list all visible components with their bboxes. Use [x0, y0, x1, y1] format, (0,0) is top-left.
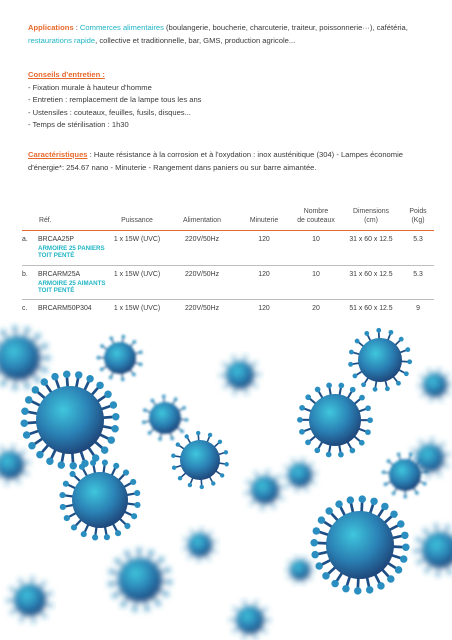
row-letter: c.	[22, 305, 28, 312]
row-puissance: 1 x 15W (UVC)	[113, 305, 161, 312]
caracteristiques-line-1: : Haute résistance à la corrosion et à l'oxydation : inox austénitique (304) - Lampes économie	[87, 150, 404, 159]
applications-section	[28, 22, 433, 47]
virus-cluster-icon	[0, 300, 452, 640]
row-poids: 9	[416, 305, 420, 312]
entretien-label: Conseils d'entretien :	[28, 70, 105, 79]
caracteristiques-section	[28, 149, 433, 174]
row-minuterie: 120	[258, 236, 270, 243]
row-minuterie: 120	[258, 270, 270, 278]
row-dimensions: 51 x 60 x 12.5	[349, 305, 393, 312]
row-minuterie: 120	[258, 305, 270, 312]
virus-particle-icon	[230, 600, 271, 639]
row-nombre: 20	[312, 305, 320, 312]
row-poids: 5.3	[413, 236, 423, 243]
applications-text-2: , collective et traditionnelle, bar, GMS, production agricole...	[95, 35, 296, 45]
virus-particle-icon	[414, 524, 452, 576]
header-alimentation: Alimentation	[183, 217, 221, 224]
row-ref: BRCAA25P ARMOIRE 25 PANIERS TOIT PENTÉ	[38, 236, 105, 259]
product-table	[22, 207, 434, 312]
row-subtitle: ARMOIRE 25 AIMANTS TOIT PENTÉ	[38, 279, 106, 294]
header-dimensions: Dimensions (cm)	[353, 208, 389, 224]
virus-particle-icon	[97, 335, 143, 381]
header-poids: Poids (Kg)	[409, 208, 427, 224]
table-header-row	[22, 207, 434, 231]
row-dimensions: 31 x 60 x 12.5	[349, 270, 393, 278]
row-dimensions: 31 x 60 x 12.5	[349, 236, 393, 243]
applications-highlight-2: restaurations rapide	[28, 35, 96, 45]
entretien-item: - Temps de stérilisation : 1h30	[28, 120, 129, 130]
virus-particle-icon	[418, 368, 452, 402]
table-row	[22, 231, 434, 259]
entretien-item: - Ustensiles : couteaux, feuilles, fusils, disques...	[28, 107, 191, 117]
row-nombre: 10	[312, 270, 320, 278]
entretien-section	[28, 69, 433, 132]
virus-particle-icon	[0, 445, 30, 485]
row-alimentation: 220V/50Hz	[184, 236, 220, 243]
row-alimentation: 220V/50Hz	[184, 270, 220, 278]
header-puissance: Puissance	[121, 217, 153, 224]
row-alimentation: 220V/50Hz	[184, 305, 220, 312]
applications-label: Applications	[28, 23, 74, 32]
row-letter: b.	[22, 270, 28, 278]
row-poids: 5.3	[413, 270, 423, 278]
header-minuterie: Minuterie	[249, 217, 279, 224]
applications-text-1: (boulangerie, boucherie, charcuterie, traiteur, poissonnerie···), cafétéria,	[163, 23, 408, 32]
virus-particle-icon	[285, 556, 314, 584]
virus-particle-icon	[310, 495, 409, 594]
applications-highlight-1: Commerces alimentaires	[79, 23, 164, 32]
virus-particle-icon	[297, 383, 373, 458]
virus-particle-icon	[171, 431, 229, 489]
caracteristiques-label: Caractéristiques	[28, 150, 88, 159]
header-nombre: Nombre de couteaux	[297, 208, 335, 224]
virus-particle-icon	[348, 328, 412, 392]
virus-particle-icon	[410, 438, 450, 479]
table-row	[22, 266, 434, 294]
row-letter: a.	[22, 236, 28, 243]
row-puissance: 1 x 15W (UVC)	[113, 236, 161, 243]
virus-particle-icon	[7, 577, 53, 623]
entretien-item: - Entretien : remplacement de la lampe tous les ans	[28, 95, 202, 105]
virus-particle-icon	[183, 528, 217, 563]
row-ref: BRCARM25A ARMOIRE 25 AIMANTS TOIT PENTÉ	[38, 270, 106, 294]
caracteristiques-line-2: d'énergie*: 254.67 nano - Minuterie - Rangement dans paniers ou sur barre aimantée.	[28, 162, 317, 172]
row-puissance: 1 x 15W (UVC)	[113, 270, 161, 278]
virus-particle-icon	[283, 458, 318, 492]
virus-particle-icon	[245, 470, 285, 510]
virus-particle-icon	[108, 548, 172, 612]
virus-particle-icon	[20, 370, 119, 469]
virus-particle-icon	[142, 395, 188, 441]
virus-particle-icon	[220, 355, 261, 394]
header-ref: Réf.	[39, 217, 52, 224]
row-ref: BRCARM50P304	[38, 305, 92, 312]
entretien-item: - Fixation murale à hauteur d'homme	[28, 82, 152, 92]
applications-sep: :	[73, 23, 80, 32]
row-nombre: 10	[312, 236, 320, 243]
virus-particle-icon	[59, 459, 140, 540]
row-subtitle: ARMOIRE 25 PANIERS TOIT PENTÉ	[38, 245, 105, 259]
